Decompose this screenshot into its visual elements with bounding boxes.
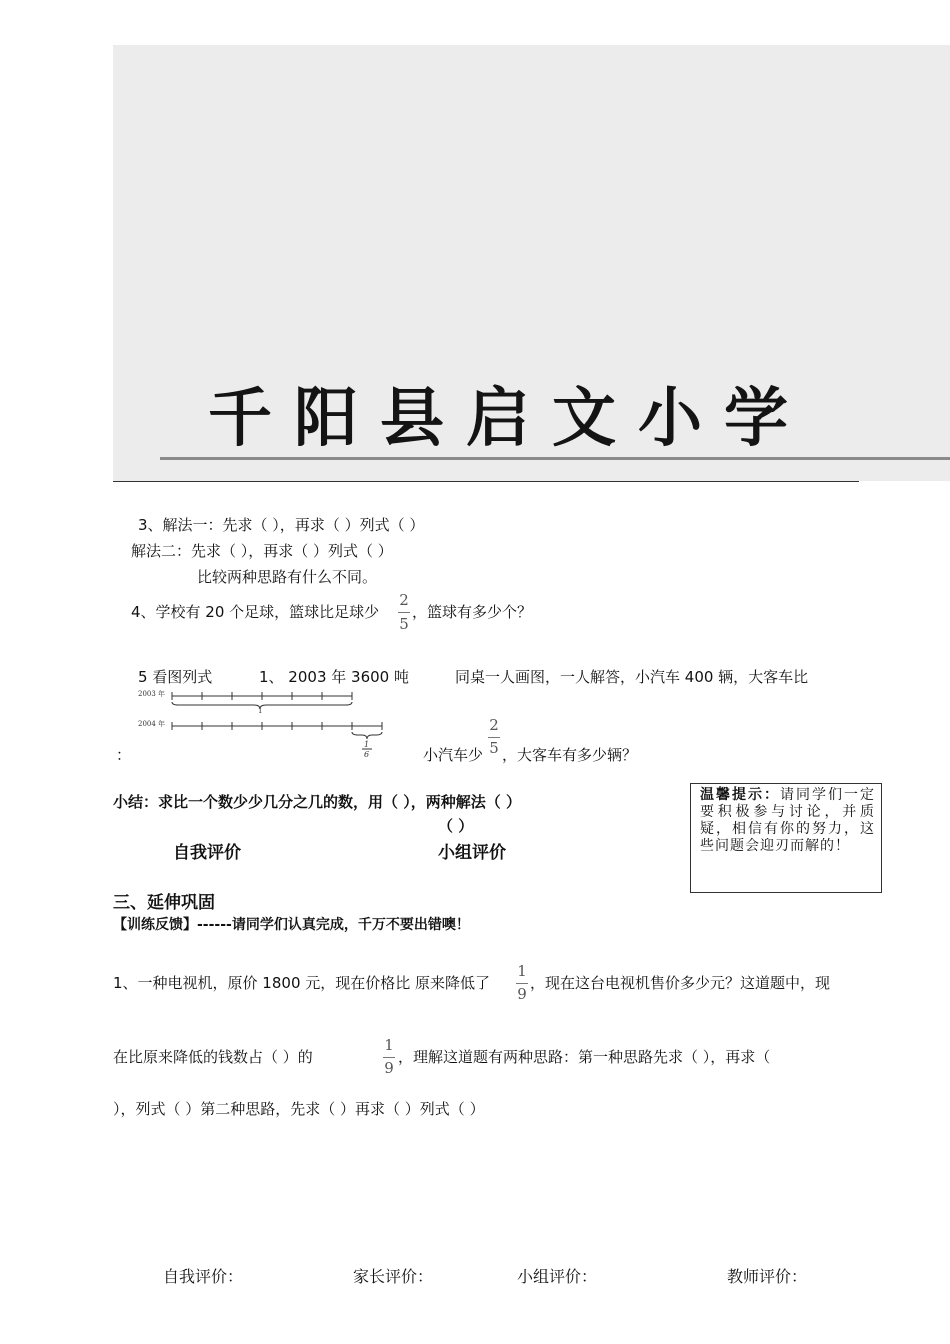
header-underline [160,457,950,460]
tip-title: 温馨提示： [700,787,780,803]
footer-group-eval: 小组评价： [517,1267,598,1286]
q5-fraction-denominator: 5 [489,739,499,757]
q5-line-diagram [130,686,395,762]
q5-fraction-bar [488,737,500,738]
ex1-line3: ），列式（ ）第二种思路，先求（ ）再求（ ）列式（ ） [113,1100,485,1118]
q5-text-a: 小汽车少 [423,746,484,764]
tip-box [690,783,882,893]
summary-line1: 小结：求比一个数少少几分之几的数，用（ ），两种解法（ ） [113,793,521,811]
section3-title: 三、延伸巩固 [113,893,215,913]
section3-feedback: 【训练反馈】------请同学们认真完成，千万不要出错噢！ [113,917,470,933]
diagram-frac-denominator: 6 [364,750,370,759]
ex1-fraction1-numerator: 1 [517,962,527,980]
header-banner [113,45,950,481]
summary-group-eval: 小组评价 [438,843,506,863]
q5-desk-task: 同桌一人画图，一人解答，小汽车 400 辆，大客车比 [455,668,809,686]
school-name: 千阳县启文小学 [208,381,810,456]
summary-self-eval: 自我评价 [173,843,241,863]
diagram-mark-1: 1 [258,707,263,715]
footer-parent-eval: 家长评价： [353,1267,434,1286]
q3-line3: 比较两种思路有什么不同。 [197,568,378,586]
ex1-line1-a: 1、一种电视机，原价 1800 元，现在价格比 原来降低了 [113,974,491,992]
footer-self-eval: 自我评价： [163,1267,244,1286]
q4-fraction-denominator: 5 [399,615,409,633]
q4-text-b: ，篮球有多少个？ [412,603,533,621]
diagram-year-2004: 2004 年 [138,720,166,728]
q5-colon: ： [116,746,132,764]
ex1-fraction1-denominator: 9 [517,985,527,1003]
diagram-frac-numerator: 1 [364,740,370,749]
ex1-line1-b: ，现在这台电视机售价多少元？这道题中，现 [530,974,831,992]
q4-fraction-bar [398,612,410,613]
diagram-brace-2004 [352,732,382,739]
q3-line1: 3、解法一：先求（ ），再求（ ）列式（ ） [138,516,425,534]
diagram-year-2003: 2003 年 [138,690,166,698]
q5-label: 5 看图列式 [138,668,213,686]
ex1-line2-a: 在比原来降低的钱数占（ ）的 [113,1048,313,1066]
q3-line2: 解法二：先求（ ），再求（ ）列式（ ） [131,542,393,560]
q5-text-b: ，大客车有多少辆？ [502,746,638,764]
ex1-line2-b: ，理解这道题有两种思路：第一种思路先求（ ），再求（ [398,1048,771,1066]
header-rule [113,481,859,482]
summary-line2: （ ） [438,817,474,835]
tip-body: 请同学们一定要积极参与讨论，并质疑，相信有你的努力，这些问题会迎刃而解的！ [700,787,875,854]
ex1-fraction2-denominator: 9 [384,1059,394,1077]
footer-teacher-eval: 教师评价： [727,1267,808,1286]
q5-fraction-numerator: 2 [489,716,499,734]
ex1-fraction2-numerator: 1 [384,1036,394,1054]
ex1-fraction1-bar [516,983,528,984]
q4-fraction-numerator: 2 [399,591,409,609]
q4-text-a: 4、学校有 20 个足球，篮球比足球少 [131,603,380,621]
ex1-fraction2-bar [383,1057,395,1058]
q5-item: 1、 2003 年 3600 吨 [259,668,409,686]
